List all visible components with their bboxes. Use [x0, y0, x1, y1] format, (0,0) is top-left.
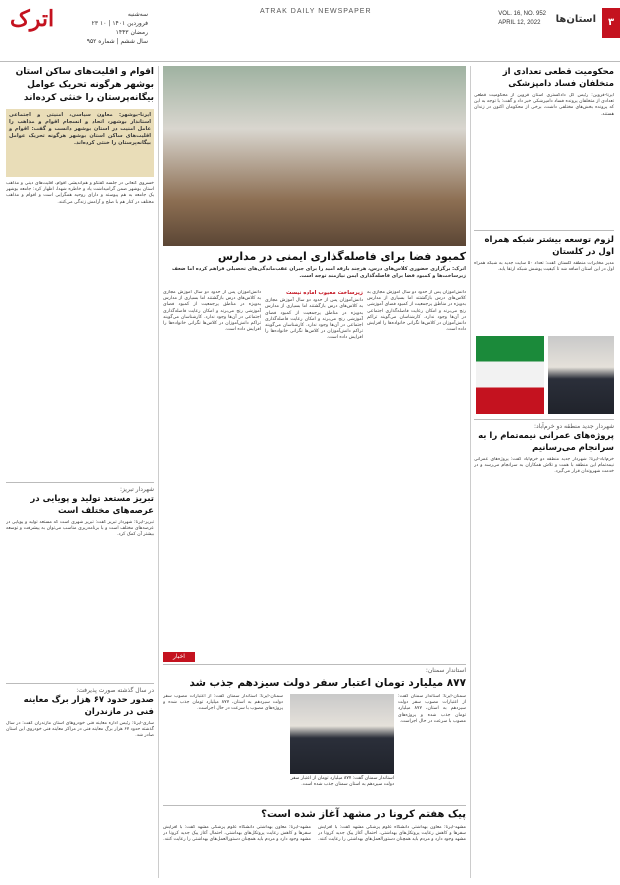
portrait-photo — [548, 336, 614, 414]
main-story-col-3: دانش‌آموزان پس از حدود دو سال آموزش مجازی به کلاس‌های درس بازگشتند اما بسیاری از مدارس به‌ویژه در مناطق پرجمعیت از کمبود فضای آموزشی رنج می‌برند و امکان رعایت فاصله‌گذاری اجتماعی در آن‌ها وجود ندارد. کارشناسان می‌گویند تراکم دانش‌آموزان در کلاس‌ها نگرانی خانواده‌ها را افزایش داده است. — [367, 290, 466, 333]
divider — [474, 230, 614, 231]
left-lead-intro: ایرنا-بوشهر: معاون سیاسی، امنیتی و اجتماعی استاندار بوشهر، اتحاد و انسجام اقوام و مذاهب را عامل امنیت در استان بوشهر دانست و گفت: اقوام و اقلیت‌های ساکن استان بوشهر هرگونه تحریک عوامل بیگانه‌پرستان را خنثی کرده‌اند. — [6, 109, 154, 177]
left-story3-kicker: در سال گذشته صورت پذیرفت: — [76, 687, 154, 694]
right-story3-title: پروژه‌های عمرانی نیمه‌تمام را به سرانجام می‌رسانیم — [478, 431, 614, 453]
second-story-kicker: استاندار سمنان: — [425, 667, 466, 674]
page-number: ۳ — [602, 8, 620, 38]
right-story2-body: مدیر مخابرات منطقه گلستان گفت: تعداد ۵۰ سایت جدید به شبکه همراه اول در این استان اضافه شد تا کیفیت پوشش شبکه ارتقا یابد. — [474, 261, 614, 273]
right-story2-media — [474, 336, 614, 414]
left-story2-title: تبریز مستعد تولید و پویایی در عرصه‌های مختلف است — [30, 494, 154, 516]
school-photo — [163, 66, 466, 246]
main-story-tag: اخبار — [163, 652, 195, 662]
section-title: استان‌ها — [555, 14, 596, 25]
second-story-caption: استاندار سمنان گفت: ۸۷۷ میلیارد تومان از اعتبار سفر دولت سیزدهم به استان سمنان جذب شده است. — [290, 776, 394, 787]
left-story3-title: صدور حدود ۶۷ هزار برگ معاینه فنی در مازندران — [23, 695, 154, 717]
third-story-col-2: مشهد-ایرنا: معاون بهداشتی دانشگاه علوم پزشکی مشهد گفت: با افزایش سفرها و کاهش رعایت پروتکل‌های بهداشتی، احتمال آغاز پیک جدید کرونا در مشهد وجود دارد و مردم باید همچنان دستورالعمل‌های بهداشتی را رعایت کنند. — [318, 825, 466, 843]
divider — [163, 664, 466, 665]
second-story-title: ۸۷۷ میلیارد تومان اعتبار سفر دولت سیزدهم جذب شد — [189, 677, 466, 689]
main-story-lead: اترک: برگزاری حضوری کلاس‌های درس، هرچند بارقه امید را برای جبران عقب‌ماندگی‌های تحصیلی فراهم کرده اما ضعف زیرساخت‌ها و کمبود فضا برای فاصله‌گذاری ایمن نیازمند توجه است. — [172, 266, 466, 279]
column-divider — [158, 66, 159, 878]
volume-info — [498, 10, 546, 28]
main-story-col-1: دانش‌آموزان پس از حدود دو سال آموزش مجازی به کلاس‌های درس بازگشتند اما بسیاری از مدارس به‌ویژه در مناطق پرجمعیت از کمبود فضای آموزشی رنج می‌برند و امکان رعایت فاصله‌گذاری اجتماعی در آن‌ها وجود ندارد. کارشناسان می‌گویند تراکم دانش‌آموزان در کلاس‌ها نگرانی خانواده‌ها را افزایش داده است. — [163, 290, 261, 333]
divider — [474, 419, 614, 420]
newspaper-name: ATRAK DAILY NEWSPAPER — [260, 8, 372, 15]
divider — [6, 482, 154, 483]
weekday: سه‌شنبه — [127, 11, 148, 18]
third-story-col-1: مشهد-ایرنا: معاون بهداشتی دانشگاه علوم پزشکی مشهد گفت: با افزایش سفرها و کاهش رعایت پروتکل‌های بهداشتی، احتمال آغاز پیک جدید کرونا در مشهد وجود دارد و مردم باید همچنان دستورالعمل‌های بهداشتی را رعایت کنند. — [163, 825, 311, 843]
right-story3-body: خرم‌آباد-ایرنا: شهردار جدید منطقه دو خرم‌آباد گفت: پروژه‌های عمرانی نیمه‌تمام این منطقه با همت و تلاش همکاران به سرانجام می‌رسد و در خدمت شهروندان قرار می‌گیرد. — [474, 457, 614, 475]
right-story1-title: محکومیت قطعی تعدادی از متخلفان فساد دامپزشکی — [502, 67, 614, 89]
right-column — [474, 66, 614, 878]
portrait-photo — [290, 694, 394, 774]
main-story-title: کمبود فضا برای فاصله‌گذاری ایمنی در مدارس — [217, 250, 466, 263]
divider — [6, 683, 154, 684]
issue-date: ۲۳ فروردین ۱۴۰۱ | ۱۰ رمضان ۱۴۴۳ — [91, 20, 148, 36]
column-divider — [470, 66, 471, 878]
left-column — [6, 66, 154, 878]
left-story2-body: تبریز-ایرنا: شهردار تبریز گفت: تبریز شهری است که مستعد تولید و پویایی در عرصه‌های مختلف است و با برنامه‌ریزی مناسب می‌توان به پیشرفت و توسعه بیشتر آن کمک کرد. — [6, 520, 154, 538]
newspaper-logo: اترک — [10, 6, 55, 32]
second-story-body: سمنان-ایرنا: استاندار سمنان گفت: از اعتبارات مصوب سفر دولت سیزدهم به استان، ۸۷۷ میلیارد تومان جذب شده و پروژه‌های مصوب با سرعت در حال اجراست. — [163, 694, 283, 712]
right-story1-body: ایرنا-قزوین: رئیس کل دادگستری استان قزوین از محکومیت قطعی تعدادی از متخلفان پرونده فساد دامپزشکی خبر داد و گفت: با توجه به این که پرونده بخش‌های مختلفی داشت، برخی از محکومان اکنون در زندان هستند. — [474, 93, 614, 117]
left-story3-body: ساری-ایرنا: رئیس اداره معاینه فنی خودروهای استان مازندران گفت: در سال گذشته حدود ۶۷ هزار برگ معاینه فنی در مراکز معاینه فنی خودروی این استان صادر شد. — [6, 721, 154, 739]
left-lead-title: اقوام و اقلیت‌های ساکن استان بوشهر هرگونه تحریک عوامل بیگانه‌پرستان را خنثی کرده‌اند — [15, 67, 154, 103]
issue-number: سال ششم | شماره ۹۵۲ — [86, 38, 148, 45]
left-lead-body: خسروی کنعانی در جلسه گفتگو و هم‌اندیشی اقوام، اقلیت‌های دینی و مذاهب استان بوشهر ضمن گرامیداشت یاد و خاطره شهدا، اظهار کرد: جامعه بوشهر یک جامعه به هم پیوسته و دارای روحیه همگرایی است و اقوام و مذاهب مختلف در کنار هم با صلح و آرامش زندگی می‌کنند. — [6, 181, 154, 205]
flag-photo — [476, 336, 544, 414]
second-story-body-2: سمنان-ایرنا: استاندار سمنان گفت: از اعتبارات مصوب سفر دولت سیزدهم به استان، ۸۷۷ میلیارد تومان جذب شده و پروژه‌های مصوب با سرعت در حال اجراست. — [398, 694, 466, 724]
divider — [163, 805, 466, 806]
right-story3-kicker: شهردار جدید منطقه دو خرم‌آباد: — [533, 423, 614, 430]
volume-line: VOL. 16, NO. 952 — [498, 11, 546, 17]
date-line: APRIL 12, 2022 — [498, 20, 541, 26]
third-story-title: پیک هفتم کرونا در مشهد آغاز شده است؟ — [261, 809, 466, 820]
page-header — [0, 0, 620, 62]
main-story-col-2 — [265, 290, 363, 650]
left-story2-kicker: شهردار تبریز: — [119, 486, 154, 493]
main-story-subhead: زیرساخت معیوب آماده نیست — [286, 290, 363, 296]
right-story2-title: لزوم توسعه بیشتر شبکه همراه اول در کلستان — [484, 235, 614, 257]
issue-info — [78, 10, 148, 46]
main-story-col-2-text: دانش‌آموزان پس از حدود دو سال آموزش مجازی به کلاس‌های درس بازگشتند اما بسیاری از مدارس به‌ویژه در مناطق پرجمعیت از کمبود فضای آموزشی رنج می‌برند و امکان رعایت فاصله‌گذاری اجتماعی در آن‌ها وجود ندارد. کارشناسان می‌گویند تراکم دانش‌آموزان در کلاس‌ها نگرانی خانواده‌ها را افزایش داده است. — [265, 298, 363, 341]
